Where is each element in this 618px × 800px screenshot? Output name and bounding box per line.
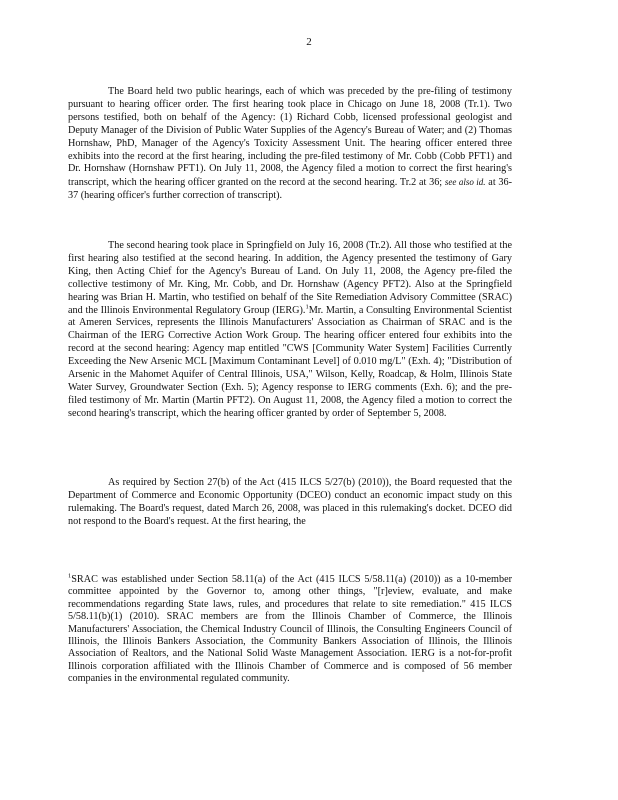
- paragraph-second-hearing: [68, 240, 512, 421]
- paragraph-economic-impact: [68, 477, 512, 529]
- paragraph-first-hearing: [68, 86, 512, 203]
- citation-signal: see also id.: [444, 177, 486, 188]
- paragraph-text: at 36-37 (hearing officer's further correction of transcript).: [68, 177, 512, 202]
- page-number: 2: [306, 36, 312, 48]
- paragraph-text: As required by Section 27(b) of the Act (415 ILCS 5/27(b) (2010)), the Board requested that the Department of Commerce and Economic Opportunity (DCEO) conduct an economic impact study on this rulemaking. The Board's request, dated March 26, 2008, was placed in this rulemaking's docket. DCEO did not respond to the Board's request. At the first hearing, the: [68, 477, 512, 527]
- paragraph-text: The Board held two public hearings, each of which was preceded by the pre-filing of testimony pursuant to hearing officer order. The first hearing took place in Chicago on June 18, 2008 (Tr.1). Two persons testified, both on behalf of the Agency: (1) Richard Cobb, licensed professional geologist and Deputy Manager of the Division of Public Water Supplies of the Agency's Bureau of Water; and (2) Thomas Hornshaw, PhD, Manager of the Agency's Toxicity Assessment Unit. The hearing officer entered three exhibits into the record at the first hearing, including the pre-filed testimony of Mr. Cobb (Cobb PFT1) and Dr. Hornshaw (Hornshaw PFT1). On July 11, 2008, the Agency filed a motion to correct the first hearing's transcript, which the hearing officer granted on the record at the second hearing. Tr.2 at 36;: [68, 86, 512, 189]
- footnote-marker: 1: [68, 572, 72, 580]
- footnote: [68, 574, 512, 686]
- paragraph-text: Mr. Martin, a Consulting Environmental Scientist at Ameren Services, represents the Illinois Manufacturers' Association as Chairman of SRAC and is the Chairman of the IERG Corrective Action Work Group. The hearing officer entered four exhibits into the record at the second hearing: Agency map entitled "CWS [Community Water System] Facilities Currently Exceeding the New Arsenic MCL [Maximum Contaminant Level] of 0.010 mg/L" (Exh. 4); "Distribution of Arsenic in the Mahomet Aquifer of Central Illinois, USA," Wilson, Kelly, Roadcap, & Holm, Illinois State Water Survey, Groundwater Section (Exh. 5); Agency response to IERG comments (Exh. 6); and the pre-filed testimony of Mr. Martin (Martin PFT2). On August 11, 2008, the Agency filed a motion to correct the second hearing's transcript, which the hearing officer granted by order of September 5, 2008.: [68, 304, 512, 419]
- paragraph-text: The second hearing took place in Springfield on July 16, 2008 (Tr.2). All those who testified at the first hearing also testified at the second hearing. In addition, the Agency presented the testimony of Gary King, then Acting Chief for the Agency's Bureau of Land. On July 11, 2008, the Agency pre-filed the collective testimony of Mr. King, Mr. Cobb, and Dr. Hornshaw (Agency PFT2). Also at the Springfield hearing was Brian H. Martin, who testified on behalf of the Site Remediation Advisory Committee (SRAC) and the Illinois Environmental Regulatory Group (IERG).: [68, 240, 512, 316]
- footnote-reference[interactable]: 1: [305, 303, 309, 311]
- footnote-text: SRAC was established under Section 58.11(a) of the Act (415 ILCS 5/58.11(a) (2010)) as a 10-member committee appointed by the Governor to, among other things, "[r]eview, evaluate, and make recommendations regarding State laws, rules, and procedures that relate to site remediation." 415 ILCS 5/58.11(b)(1) (2010). SRAC members are from the Illinois Chamber of Commerce, the Illinois Manufacturers' Association, the Chemical Industry Council of Illinois, the Consulting Engineers Council of Illinois, the Illinois Bankers Association, the Community Bankers Association of Illinois, the Illinois Association of Realtors, and the National Solid Waste Management Association. IERG is a not-for-profit Illinois corporation affiliated with the Illinois Chamber of Commerce and is composed of 56 member companies in the environmental regulated community.: [68, 574, 512, 685]
